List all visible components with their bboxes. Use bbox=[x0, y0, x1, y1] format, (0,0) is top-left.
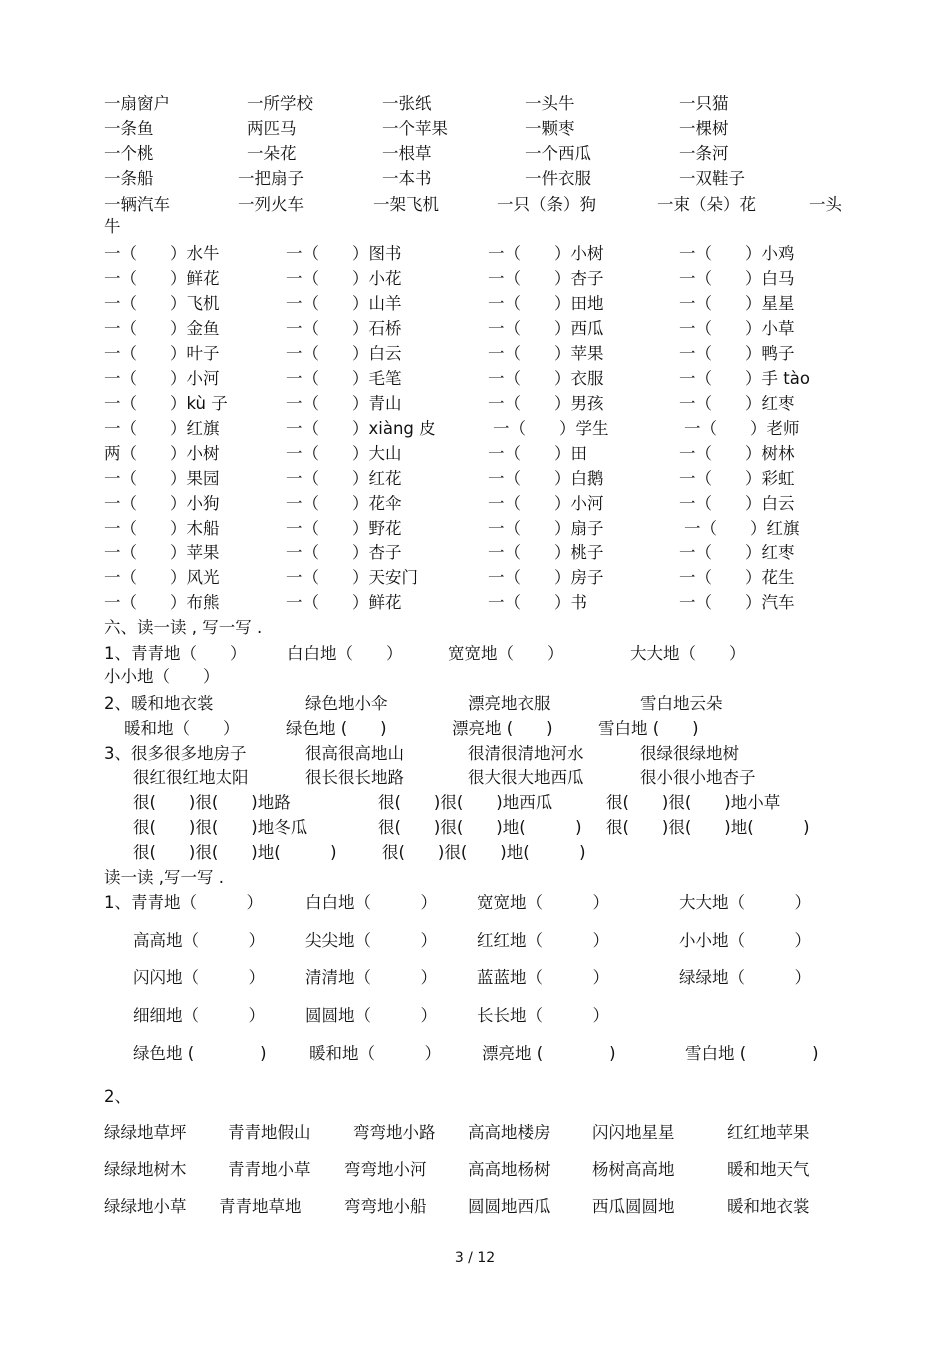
read-write-r1-c3: 宽宽地（ ） bbox=[477, 893, 609, 912]
fill-measure-r4-c3: 一（ ）西瓜 bbox=[488, 319, 604, 338]
measure-word-r5-c5: 一束（朵）花 bbox=[657, 195, 756, 214]
fill-measure-r1-c1: 一（ ）水牛 bbox=[104, 244, 220, 263]
measure-word-r5-c2: 一列火车 bbox=[238, 195, 304, 214]
fill-measure-r5-c2: 一（ ）白云 bbox=[286, 344, 402, 363]
section6-r6-c2: 很长很长地路 bbox=[305, 768, 404, 787]
section6-r3-c3: 漂亮地衣服 bbox=[468, 694, 551, 713]
section6-r5-c1: 3、很多很多地房子 bbox=[104, 744, 247, 763]
fill-measure-r3-c1: 一（ ）飞机 bbox=[104, 294, 220, 313]
fill-measure-r6-c2: 一（ ）毛笔 bbox=[286, 369, 402, 388]
read-write-r5-c2: 暖和地（ ） bbox=[309, 1044, 441, 1063]
read-write-r8-c1: 绿绿地树木 bbox=[104, 1160, 187, 1179]
section6-r9-c1: 很( )很( )地( ) bbox=[133, 843, 337, 862]
section6-r1-c2: 白白地（ ） bbox=[287, 644, 403, 663]
fill-measure-r11-c3: 一（ ）小河 bbox=[488, 494, 604, 513]
fill-measure-r15-c3: 一（ ）书 bbox=[488, 593, 587, 612]
fill-measure-r11-c2: 一（ ）花伞 bbox=[286, 494, 402, 513]
measure-word-r2-c1: 一条鱼 bbox=[104, 119, 154, 138]
fill-measure-r10-c2: 一（ ）红花 bbox=[286, 469, 402, 488]
measure-word-r3-c4: 一个西瓜 bbox=[525, 144, 591, 163]
read-write-r7-c5: 闪闪地星星 bbox=[592, 1123, 675, 1142]
fill-measure-r6-c1: 一（ ）小河 bbox=[104, 369, 220, 388]
fill-measure-r12-c4: 一（ ）红旗 bbox=[684, 519, 800, 538]
fill-measure-r3-c4: 一（ ）星星 bbox=[679, 294, 795, 313]
section6-r1-c4: 大大地（ ） bbox=[630, 644, 746, 663]
section6-r5-c2: 很高很高地山 bbox=[305, 744, 404, 763]
measure-word-r5-c4: 一只（条）狗 bbox=[497, 195, 596, 214]
read-write-heading: 读一读 ,写一写 . bbox=[104, 868, 224, 887]
measure-word-r1-c5: 一只猫 bbox=[679, 94, 729, 113]
fill-measure-r8-c3: 一（ ）学生 bbox=[493, 419, 609, 438]
fill-measure-r15-c4: 一（ ）汽车 bbox=[679, 593, 795, 612]
measure-word-r5-c6: 一头 bbox=[809, 195, 842, 214]
section6-r6-c3: 很大很大地西瓜 bbox=[468, 768, 584, 787]
read-write-r7-c4: 高高地楼房 bbox=[468, 1123, 551, 1142]
fill-measure-r10-c1: 一（ ）果园 bbox=[104, 469, 220, 488]
fill-measure-r2-c1: 一（ ）鲜花 bbox=[104, 269, 220, 288]
read-write-r8-c6: 暖和地天气 bbox=[727, 1160, 810, 1179]
fill-measure-r11-c1: 一（ ）小狗 bbox=[104, 494, 220, 513]
fill-measure-r7-c2: 一（ ）青山 bbox=[286, 394, 402, 413]
read-write-r6-c1: 2、 bbox=[104, 1087, 131, 1106]
fill-measure-r2-c2: 一（ ）小花 bbox=[286, 269, 402, 288]
section6-r3-c2: 绿色地小伞 bbox=[305, 694, 388, 713]
read-write-r5-c4: 雪白地 ( ) bbox=[685, 1044, 819, 1063]
read-write-r1-c1: 1、青青地（ ） bbox=[104, 893, 263, 912]
read-write-r7-c3: 弯弯地小路 bbox=[353, 1123, 436, 1142]
fill-measure-r7-c1: 一（ ）kù 子 bbox=[104, 394, 228, 413]
measure-word-r3-c3: 一根草 bbox=[382, 144, 432, 163]
read-write-r4-c2: 圆圆地（ ） bbox=[305, 1006, 437, 1025]
read-write-r7-c2: 青青地假山 bbox=[228, 1123, 311, 1142]
fill-measure-r7-c4: 一（ ）红枣 bbox=[679, 394, 795, 413]
fill-measure-r10-c4: 一（ ）彩虹 bbox=[679, 469, 795, 488]
measure-word-r2-c2: 两匹马 bbox=[247, 119, 297, 138]
section6-r9-c2: 很( )很( )地( ) bbox=[382, 843, 586, 862]
read-write-r3-c4: 绿绿地（ ） bbox=[679, 968, 811, 987]
measure-word-r3-c2: 一朵花 bbox=[247, 144, 297, 163]
section6-r7-c3: 很( )很( )地小草 bbox=[606, 793, 781, 812]
measure-word-r5-c3: 一架飞机 bbox=[373, 195, 439, 214]
fill-measure-r4-c4: 一（ ）小草 bbox=[679, 319, 795, 338]
fill-measure-r4-c2: 一（ ）石桥 bbox=[286, 319, 402, 338]
page-number: 3 / 12 bbox=[454, 1250, 496, 1266]
fill-measure-r14-c3: 一（ ）房子 bbox=[488, 568, 604, 587]
section6-r1-c1: 1、青青地（ ） bbox=[104, 644, 247, 663]
fill-measure-r14-c4: 一（ ）花生 bbox=[679, 568, 795, 587]
fill-measure-r9-c2: 一（ ）大山 bbox=[286, 444, 402, 463]
fill-measure-r15-c1: 一（ ）布熊 bbox=[104, 593, 220, 612]
read-write-r7-c1: 绿绿地草坪 bbox=[104, 1123, 187, 1142]
fill-measure-r6-c4: 一（ ）手 tào bbox=[679, 369, 810, 388]
fill-measure-r14-c1: 一（ ）风光 bbox=[104, 568, 220, 587]
fill-measure-r6-c3: 一（ ）衣服 bbox=[488, 369, 604, 388]
section6-r8-c2: 很( )很( )地( ) bbox=[378, 818, 582, 837]
measure-word-r3-c5: 一条河 bbox=[679, 144, 729, 163]
fill-measure-r1-c4: 一（ ）小鸡 bbox=[679, 244, 795, 263]
fill-measure-r13-c1: 一（ ）苹果 bbox=[104, 543, 220, 562]
measure-word-r4-c2: 一把扇子 bbox=[238, 169, 304, 188]
read-write-r5-c1: 绿色地 ( ) bbox=[133, 1044, 267, 1063]
fill-measure-r9-c4: 一（ ）树林 bbox=[679, 444, 795, 463]
fill-measure-r12-c3: 一（ ）扇子 bbox=[488, 519, 604, 538]
section6-r3-c1: 2、暖和地衣裳 bbox=[104, 694, 214, 713]
read-write-r9-c6: 暖和地衣裳 bbox=[727, 1197, 810, 1216]
read-write-r9-c4: 圆圆地西瓜 bbox=[468, 1197, 551, 1216]
fill-measure-r15-c2: 一（ ）鲜花 bbox=[286, 593, 402, 612]
fill-measure-r3-c2: 一（ ）山羊 bbox=[286, 294, 402, 313]
fill-measure-r12-c1: 一（ ）木船 bbox=[104, 519, 220, 538]
read-write-r8-c5: 杨树高高地 bbox=[592, 1160, 675, 1179]
fill-measure-r2-c3: 一（ ）杏子 bbox=[488, 269, 604, 288]
fill-measure-r11-c4: 一（ ）白云 bbox=[679, 494, 795, 513]
read-write-r4-c1: 细细地（ ） bbox=[133, 1006, 265, 1025]
fill-measure-r5-c1: 一（ ）叶子 bbox=[104, 344, 220, 363]
section6-r3-c4: 雪白地云朵 bbox=[640, 694, 723, 713]
measure-word-r2-c5: 一棵树 bbox=[679, 119, 729, 138]
read-write-r1-c4: 大大地（ ） bbox=[679, 893, 811, 912]
section6-r7-c2: 很( )很( )地西瓜 bbox=[378, 793, 553, 812]
read-write-r3-c1: 闪闪地（ ） bbox=[133, 968, 265, 987]
measure-word-r3-c1: 一个桃 bbox=[104, 144, 154, 163]
read-write-r2-c3: 红红地（ ） bbox=[477, 931, 609, 950]
section6-r5-c3: 很清很清地河水 bbox=[468, 744, 584, 763]
read-write-r8-c2: 青青地小草 bbox=[228, 1160, 311, 1179]
read-write-r9-c3: 弯弯地小船 bbox=[344, 1197, 427, 1216]
measure-word-r5-c1: 一辆汽车 bbox=[104, 195, 170, 214]
fill-measure-r4-c1: 一（ ）金鱼 bbox=[104, 319, 220, 338]
fill-measure-r1-c3: 一（ ）小树 bbox=[488, 244, 604, 263]
fill-measure-r9-c1: 两（ ）小树 bbox=[104, 444, 220, 463]
fill-measure-r8-c4: 一（ ）老师 bbox=[684, 419, 800, 438]
fill-measure-r7-c3: 一（ ）男孩 bbox=[488, 394, 604, 413]
read-write-r8-c4: 高高地杨树 bbox=[468, 1160, 551, 1179]
read-write-r3-c2: 清清地（ ） bbox=[305, 968, 437, 987]
read-write-r2-c2: 尖尖地（ ） bbox=[305, 931, 437, 950]
measure-word-r4-c5: 一双鞋子 bbox=[679, 169, 745, 188]
fill-measure-r12-c2: 一（ ）野花 bbox=[286, 519, 402, 538]
read-write-r9-c1: 绿绿地小草 bbox=[104, 1197, 187, 1216]
read-write-r1-c2: 白白地（ ） bbox=[305, 893, 437, 912]
read-write-r9-c2: 青青地草地 bbox=[219, 1197, 302, 1216]
fill-measure-r1-c2: 一（ ）图书 bbox=[286, 244, 402, 263]
fill-measure-r8-c1: 一（ ）红旗 bbox=[104, 419, 220, 438]
read-write-r3-c3: 蓝蓝地（ ） bbox=[477, 968, 609, 987]
fill-measure-r3-c3: 一（ ）田地 bbox=[488, 294, 604, 313]
measure-word-r2-c4: 一颗枣 bbox=[525, 119, 575, 138]
section6-r8-c3: 很( )很( )地( ) bbox=[606, 818, 810, 837]
fill-measure-r8-c2: 一（ ）xiàng 皮 bbox=[286, 419, 436, 438]
read-write-r8-c3: 弯弯地小河 bbox=[344, 1160, 427, 1179]
fill-measure-r5-c4: 一（ ）鸭子 bbox=[679, 344, 795, 363]
measure-word-r1-c2: 一所学校 bbox=[247, 94, 313, 113]
section6-r5-c4: 很绿很绿地树 bbox=[640, 744, 739, 763]
measure-word-r1-c3: 一张纸 bbox=[382, 94, 432, 113]
measure-word-r1-c4: 一头牛 bbox=[525, 94, 575, 113]
fill-measure-r2-c4: 一（ ）白马 bbox=[679, 269, 795, 288]
read-write-r7-c6: 红红地苹果 bbox=[727, 1123, 810, 1142]
section6-r4-c1: 暖和地（ ） bbox=[124, 719, 240, 738]
section6-r8-c1: 很( )很( )地冬瓜 bbox=[133, 818, 308, 837]
read-write-r4-c3: 长长地（ ） bbox=[477, 1006, 609, 1025]
fill-measure-r13-c2: 一（ ）杏子 bbox=[286, 543, 402, 562]
section6-r7-c1: 很( )很( )地路 bbox=[133, 793, 291, 812]
measure-word-r2-c3: 一个苹果 bbox=[382, 119, 448, 138]
fill-measure-r14-c2: 一（ ）天安门 bbox=[286, 568, 418, 587]
section6-r1-c3: 宽宽地（ ） bbox=[448, 644, 564, 663]
read-write-r2-c1: 高高地（ ） bbox=[133, 931, 265, 950]
section6-heading: 六、读一读 , 写一写 . bbox=[104, 618, 263, 637]
fill-measure-r13-c4: 一（ ）红枣 bbox=[679, 543, 795, 562]
section6-r4-c3: 漂亮地 ( ) bbox=[452, 719, 553, 738]
section6-r6-c1: 很红很红地太阳 bbox=[133, 768, 249, 787]
fill-measure-r13-c3: 一（ ）桃子 bbox=[488, 543, 604, 562]
measure-word-r4-c3: 一本书 bbox=[382, 169, 432, 188]
read-write-r2-c4: 小小地（ ） bbox=[679, 931, 811, 950]
section6-r4-c2: 绿色地 ( ) bbox=[286, 719, 387, 738]
measure-word-r4-c1: 一条船 bbox=[104, 169, 154, 188]
section6-r4-c4: 雪白地 ( ) bbox=[598, 719, 699, 738]
measure-word-r6-c1: 牛 bbox=[104, 217, 121, 236]
section6-r2-c1: 小小地（ ） bbox=[104, 667, 220, 686]
fill-measure-r9-c3: 一（ ）田 bbox=[488, 444, 587, 463]
measure-word-r1-c1: 一扇窗户 bbox=[104, 94, 170, 113]
measure-word-r4-c4: 一件衣服 bbox=[525, 169, 591, 188]
section6-r6-c4: 很小很小地杏子 bbox=[640, 768, 756, 787]
fill-measure-r5-c3: 一（ ）苹果 bbox=[488, 344, 604, 363]
read-write-r9-c5: 西瓜圆圆地 bbox=[592, 1197, 675, 1216]
read-write-r5-c3: 漂亮地 ( ) bbox=[482, 1044, 616, 1063]
fill-measure-r10-c3: 一（ ）白鹅 bbox=[488, 469, 604, 488]
